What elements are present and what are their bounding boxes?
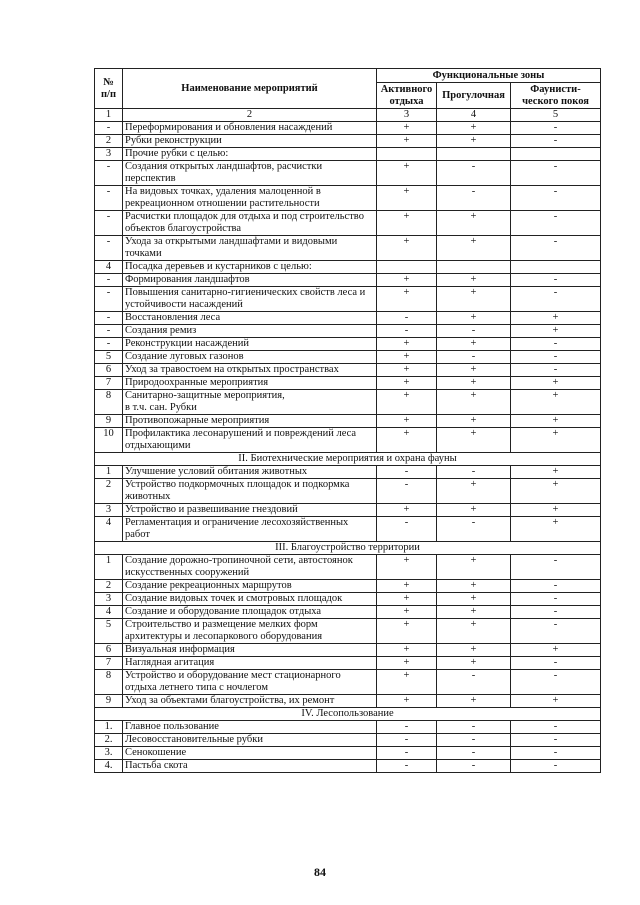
mark-walking-zone: + <box>437 593 511 606</box>
measure-name: Профилактика лесонарушений и повреждений леса отдыхающими <box>123 428 377 453</box>
table-row <box>95 287 601 312</box>
header-zone-active: Активного отдыха <box>377 83 437 109</box>
mark-walking-zone: + <box>437 122 511 135</box>
table-row <box>95 466 601 479</box>
mark-fauna-zone: - <box>511 236 601 261</box>
table-row <box>95 135 601 148</box>
table-row <box>95 274 601 287</box>
mark-fauna-zone <box>511 261 601 274</box>
measure-name: Повышения санитарно-гигиенических свойств леса и устойчивости насаждений <box>123 287 377 312</box>
mark-fauna-zone: + <box>511 504 601 517</box>
row-number: 3 <box>95 504 123 517</box>
section-title: III. Благоустройство территории <box>95 542 601 555</box>
mark-walking-zone: - <box>437 161 511 186</box>
mark-walking-zone: + <box>437 377 511 390</box>
mark-fauna-zone: + <box>511 377 601 390</box>
row-number: - <box>95 312 123 325</box>
mark-walking-zone: - <box>437 351 511 364</box>
measure-name: Визуальная информация <box>123 644 377 657</box>
row-number: 4 <box>95 517 123 542</box>
mark-fauna-zone: - <box>511 351 601 364</box>
mark-active-zone: + <box>377 287 437 312</box>
col-number: 1 <box>95 109 123 122</box>
mark-walking-zone: + <box>437 211 511 236</box>
row-number: 1 <box>95 555 123 580</box>
table-row <box>95 211 601 236</box>
mark-active-zone <box>377 261 437 274</box>
mark-walking-zone: + <box>437 580 511 593</box>
mark-fauna-zone: + <box>511 479 601 504</box>
mark-active-zone: - <box>377 325 437 338</box>
mark-walking-zone: - <box>437 517 511 542</box>
table-row <box>95 377 601 390</box>
mark-active-zone: + <box>377 161 437 186</box>
measure-name: Устройство и оборудование мест стационарного отдыха летнего типа с ночлегом <box>123 670 377 695</box>
mark-walking-zone: + <box>437 428 511 453</box>
mark-walking-zone: + <box>437 555 511 580</box>
mark-active-zone: + <box>377 236 437 261</box>
mark-walking-zone: + <box>437 274 511 287</box>
row-number: 9 <box>95 695 123 708</box>
mark-fauna-zone: - <box>511 721 601 734</box>
col-number: 2 <box>123 109 377 122</box>
table-row <box>95 261 601 274</box>
header-num: № п/п <box>95 69 123 109</box>
row-number: 8 <box>95 390 123 415</box>
table-row <box>95 580 601 593</box>
mark-walking-zone: + <box>437 415 511 428</box>
measure-name: Восстановления леса <box>123 312 377 325</box>
row-number: - <box>95 287 123 312</box>
mark-walking-zone: + <box>437 287 511 312</box>
mark-active-zone: + <box>377 695 437 708</box>
measure-name: Регламентация и ограничение лесохозяйственных работ <box>123 517 377 542</box>
measure-name: Прочие рубки с целью: <box>123 148 377 161</box>
measure-name: Ухода за открытыми ландшафтами и видовыми точками <box>123 236 377 261</box>
mark-fauna-zone: - <box>511 734 601 747</box>
mark-active-zone: + <box>377 186 437 211</box>
mark-walking-zone: + <box>437 619 511 644</box>
table-row <box>95 148 601 161</box>
table-row <box>95 695 601 708</box>
mark-walking-zone: + <box>437 606 511 619</box>
mark-fauna-zone: + <box>511 415 601 428</box>
row-number: - <box>95 122 123 135</box>
mark-walking-zone: - <box>437 186 511 211</box>
table-row <box>95 415 601 428</box>
mark-walking-zone: + <box>437 504 511 517</box>
col-number: 3 <box>377 109 437 122</box>
table-row <box>95 390 601 415</box>
row-number: 7 <box>95 377 123 390</box>
mark-walking-zone: + <box>437 364 511 377</box>
row-number: 3 <box>95 593 123 606</box>
measure-name: На видовых точках, удаления малоценной в рекреационном отношении растительности <box>123 186 377 211</box>
mark-active-zone: + <box>377 364 437 377</box>
mark-fauna-zone: - <box>511 593 601 606</box>
measure-name: Создание луговых газонов <box>123 351 377 364</box>
row-number: 8 <box>95 670 123 695</box>
mark-walking-zone <box>437 148 511 161</box>
measure-name: Формирования ландшафтов <box>123 274 377 287</box>
row-number: - <box>95 211 123 236</box>
mark-active-zone: - <box>377 517 437 542</box>
mark-walking-zone: + <box>437 657 511 670</box>
mark-fauna-zone: - <box>511 338 601 351</box>
measure-name: Переформирования и обновления насаждений <box>123 122 377 135</box>
row-number: 5 <box>95 351 123 364</box>
mark-active-zone: + <box>377 338 437 351</box>
measure-name: Создания открытых ландшафтов, расчистки перспектив <box>123 161 377 186</box>
row-number: 7 <box>95 657 123 670</box>
mark-walking-zone: + <box>437 338 511 351</box>
measure-name: Устройство и развешивание гнездовий <box>123 504 377 517</box>
column-numbers-row <box>95 109 601 122</box>
table-row <box>95 606 601 619</box>
table-header <box>95 69 601 122</box>
row-number: - <box>95 274 123 287</box>
mark-active-zone: + <box>377 606 437 619</box>
mark-fauna-zone <box>511 148 601 161</box>
mark-active-zone: + <box>377 211 437 236</box>
row-number: 4 <box>95 261 123 274</box>
table-row <box>95 428 601 453</box>
mark-walking-zone: + <box>437 695 511 708</box>
row-number: 3 <box>95 148 123 161</box>
table-row <box>95 364 601 377</box>
mark-walking-zone: + <box>437 644 511 657</box>
table-row <box>95 619 601 644</box>
mark-active-zone: + <box>377 644 437 657</box>
measure-name: Уход за объектами благоустройства, их ремонт <box>123 695 377 708</box>
measures-table <box>94 68 601 773</box>
header-name: Наименование мероприятий <box>123 69 377 109</box>
measure-name: Сенокошение <box>123 747 377 760</box>
measure-name: Улучшение условий обитания животных <box>123 466 377 479</box>
measure-name: Расчистки площадок для отдыха и под строительство объектов благоустройства <box>123 211 377 236</box>
table-row <box>95 555 601 580</box>
row-number: - <box>95 186 123 211</box>
table-row <box>95 593 601 606</box>
measure-name: Создание дорожно-тропиночной сети, автостоянок искусственных сооружений <box>123 555 377 580</box>
mark-fauna-zone: - <box>511 274 601 287</box>
row-number: - <box>95 325 123 338</box>
row-number: 3. <box>95 747 123 760</box>
measure-name: Создания ремиз <box>123 325 377 338</box>
mark-walking-zone: + <box>437 312 511 325</box>
table-row <box>95 236 601 261</box>
mark-walking-zone: - <box>437 760 511 773</box>
mark-active-zone: + <box>377 593 437 606</box>
mark-walking-zone: + <box>437 390 511 415</box>
mark-active-zone: - <box>377 747 437 760</box>
row-number: 10 <box>95 428 123 453</box>
section-title: II. Биотехнические мероприятия и охрана фауны <box>95 453 601 466</box>
mark-walking-zone: + <box>437 135 511 148</box>
section-title: IV. Лесопользование <box>95 708 601 721</box>
mark-fauna-zone: + <box>511 695 601 708</box>
measure-name: Уход за травостоем на открытых пространствах <box>123 364 377 377</box>
mark-walking-zone: - <box>437 734 511 747</box>
measure-name: Строительство и размещение мелких форм архитектуры и лесопаркового оборудования <box>123 619 377 644</box>
row-number: 1. <box>95 721 123 734</box>
mark-active-zone: - <box>377 466 437 479</box>
row-number: 6 <box>95 644 123 657</box>
mark-fauna-zone: + <box>511 325 601 338</box>
mark-fauna-zone: + <box>511 390 601 415</box>
mark-active-zone: - <box>377 734 437 747</box>
row-number: 4 <box>95 606 123 619</box>
mark-active-zone: + <box>377 415 437 428</box>
mark-active-zone: + <box>377 351 437 364</box>
row-number: 9 <box>95 415 123 428</box>
mark-fauna-zone: + <box>511 466 601 479</box>
table-row <box>95 657 601 670</box>
table-row <box>95 644 601 657</box>
measure-name: Устройство подкормочных площадок и подкормка животных <box>123 479 377 504</box>
mark-fauna-zone: - <box>511 580 601 593</box>
mark-fauna-zone: - <box>511 657 601 670</box>
row-number: 2 <box>95 479 123 504</box>
table-row <box>95 351 601 364</box>
mark-walking-zone: + <box>437 236 511 261</box>
mark-walking-zone: - <box>437 466 511 479</box>
section-row <box>95 542 601 555</box>
mark-active-zone: + <box>377 377 437 390</box>
table-row <box>95 312 601 325</box>
table-row <box>95 325 601 338</box>
section-row <box>95 453 601 466</box>
measure-name: Реконструкции насаждений <box>123 338 377 351</box>
mark-active-zone: + <box>377 390 437 415</box>
header-zone-fauna: Фаунисти- ческого покоя <box>511 83 601 109</box>
mark-active-zone: + <box>377 657 437 670</box>
measure-name: Создание видовых точек и смотровых площадок <box>123 593 377 606</box>
mark-active-zone: + <box>377 670 437 695</box>
table-row <box>95 161 601 186</box>
mark-fauna-zone: - <box>511 122 601 135</box>
header-zones-group: Функциональные зоны <box>377 69 601 83</box>
measure-name: Лесовосстановительные рубки <box>123 734 377 747</box>
mark-active-zone: - <box>377 312 437 325</box>
mark-active-zone: - <box>377 721 437 734</box>
table-row <box>95 721 601 734</box>
mark-fauna-zone: - <box>511 211 601 236</box>
col-number: 5 <box>511 109 601 122</box>
mark-fauna-zone: - <box>511 670 601 695</box>
measure-name: Создание и оборудование площадок отдыха <box>123 606 377 619</box>
mark-fauna-zone: - <box>511 135 601 148</box>
table-row <box>95 734 601 747</box>
mark-walking-zone <box>437 261 511 274</box>
mark-active-zone: - <box>377 479 437 504</box>
mark-active-zone: + <box>377 555 437 580</box>
mark-active-zone: + <box>377 122 437 135</box>
mark-walking-zone: - <box>437 670 511 695</box>
measure-name: Санитарно-защитные мероприятия, в т.ч. сан. Рубки <box>123 390 377 415</box>
table-row <box>95 747 601 760</box>
row-number: 2 <box>95 135 123 148</box>
mark-active-zone: + <box>377 580 437 593</box>
row-number: 2 <box>95 580 123 593</box>
mark-fauna-zone: + <box>511 312 601 325</box>
row-number: 6 <box>95 364 123 377</box>
measure-name: Наглядная агитация <box>123 657 377 670</box>
col-number: 4 <box>437 109 511 122</box>
row-number: - <box>95 161 123 186</box>
mark-fauna-zone: + <box>511 517 601 542</box>
mark-active-zone: + <box>377 619 437 644</box>
table-row <box>95 760 601 773</box>
mark-fauna-zone: + <box>511 428 601 453</box>
mark-active-zone <box>377 148 437 161</box>
measure-name: Природоохранные мероприятия <box>123 377 377 390</box>
mark-fauna-zone: - <box>511 186 601 211</box>
mark-fauna-zone: - <box>511 606 601 619</box>
page-number: 84 <box>314 865 326 879</box>
table-row <box>95 504 601 517</box>
measure-name: Главное пользование <box>123 721 377 734</box>
measure-name: Рубки реконструкции <box>123 135 377 148</box>
table-row <box>95 122 601 135</box>
mark-active-zone: + <box>377 428 437 453</box>
row-number: 4. <box>95 760 123 773</box>
mark-active-zone: + <box>377 504 437 517</box>
row-number: - <box>95 236 123 261</box>
row-number: 1 <box>95 466 123 479</box>
mark-fauna-zone: - <box>511 555 601 580</box>
table-row <box>95 186 601 211</box>
measure-name: Пастьба скота <box>123 760 377 773</box>
mark-walking-zone: - <box>437 325 511 338</box>
row-number: 2. <box>95 734 123 747</box>
table-row <box>95 517 601 542</box>
header-zone-walking: Прогулочная <box>437 83 511 109</box>
row-number: 5 <box>95 619 123 644</box>
mark-fauna-zone: - <box>511 619 601 644</box>
measure-name: Посадка деревьев и кустарников с целью: <box>123 261 377 274</box>
table-row <box>95 338 601 351</box>
table-body <box>95 122 601 773</box>
mark-walking-zone: + <box>437 479 511 504</box>
mark-fauna-zone: - <box>511 747 601 760</box>
mark-fauna-zone: - <box>511 364 601 377</box>
mark-fauna-zone: - <box>511 760 601 773</box>
mark-walking-zone: - <box>437 747 511 760</box>
mark-fauna-zone: + <box>511 644 601 657</box>
mark-active-zone: + <box>377 135 437 148</box>
measure-name: Противопожарные мероприятия <box>123 415 377 428</box>
table-row <box>95 670 601 695</box>
mark-fauna-zone: - <box>511 287 601 312</box>
row-number: - <box>95 338 123 351</box>
mark-active-zone: + <box>377 274 437 287</box>
measure-name: Создание рекреационных маршрутов <box>123 580 377 593</box>
mark-active-zone: - <box>377 760 437 773</box>
mark-walking-zone: - <box>437 721 511 734</box>
section-row <box>95 708 601 721</box>
mark-fauna-zone: - <box>511 161 601 186</box>
table-row <box>95 479 601 504</box>
